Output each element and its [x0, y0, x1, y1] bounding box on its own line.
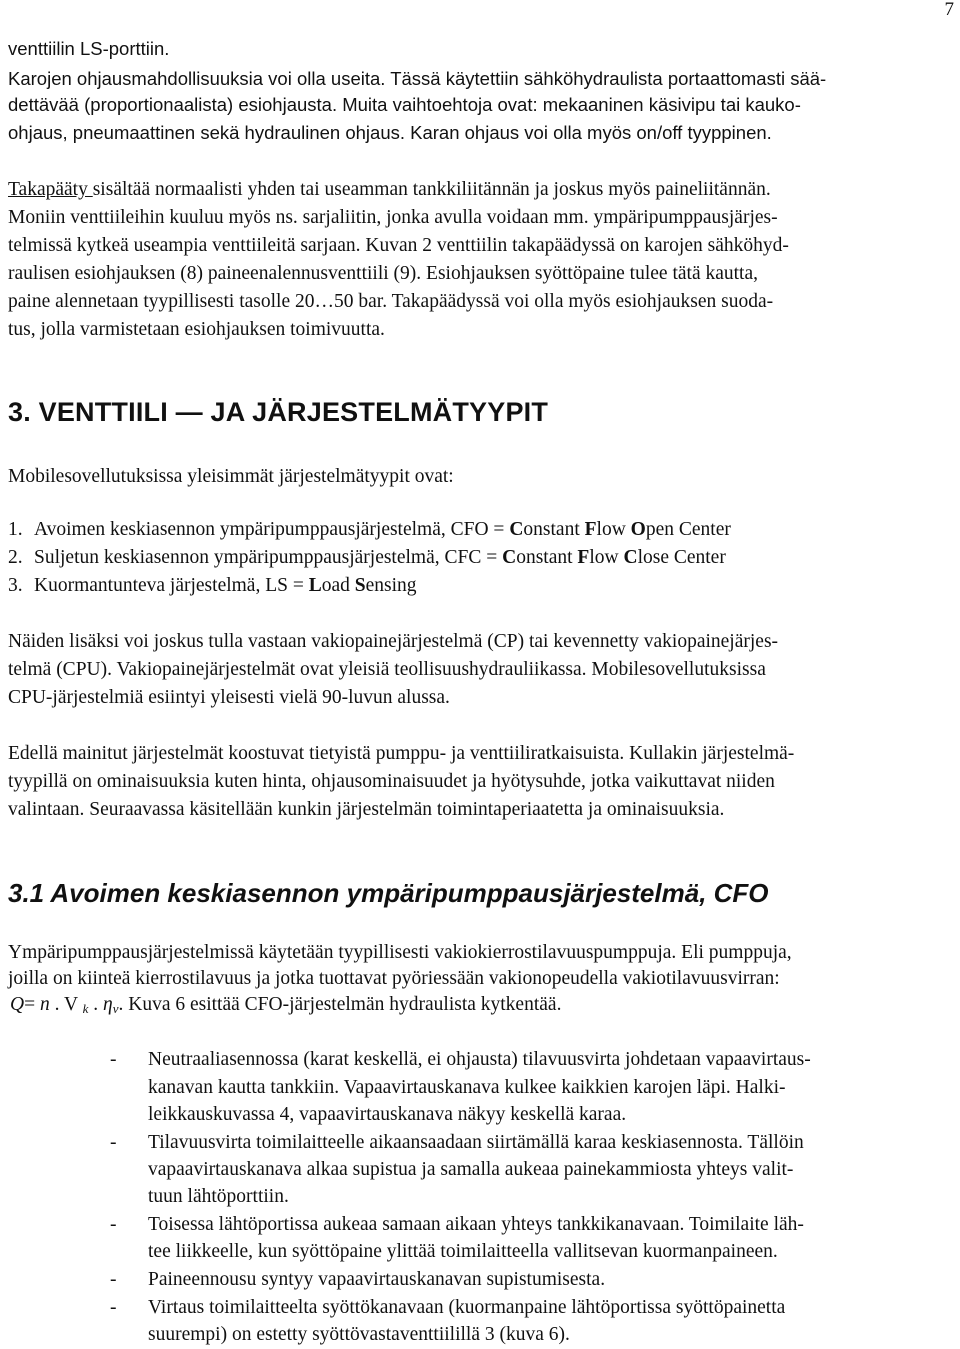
takapaaty-line: paine alennetaan tyypillisesti tasolle 20…50 bar. Takapäädyssä voi olla myös esiohjauksen suoda-	[8, 291, 774, 312]
bullet-line: Virtaus toimilaitteelta syöttökanavaan (kuormanpaine lähtöportissa syöttöpainetta	[148, 1297, 786, 1318]
section-3-heading: 3. VENTTIILI — JA JÄRJESTELMÄTYYPIT	[8, 397, 549, 427]
paragraph-line: telmä (CPU). Vakiopainejärjestelmät ovat yleisiä teollisuushydrauliikassa. Mobilesovellutuksissa	[8, 659, 766, 680]
list-number: 1.	[8, 519, 23, 540]
acronym-letter: C	[502, 547, 517, 568]
formula-k: k	[82, 1001, 89, 1016]
formula-v: v	[112, 1001, 119, 1016]
intro-line: venttiilin LS-porttiin.	[8, 38, 170, 59]
bullet-line: Paineennousu syntyy vapaavirtauskanavan supistumisesta.	[148, 1269, 606, 1290]
formula-n: n	[39, 994, 50, 1015]
acronym-rest: oad	[321, 575, 355, 596]
acronym-letter: C	[623, 547, 638, 568]
paragraph-line: valintaan. Seuraavassa käsitellään kunkin järjestelmän toimintaperiaatetta ja ominaisuuksia.	[8, 799, 725, 820]
list-text: Kuormantunteva järjestelmä, LS =	[34, 575, 309, 596]
bullet-dash: -	[110, 1049, 117, 1070]
bullet-line: tee liikkeelle, kun syöttöpaine ylittää toimilaitteella vallitsevan kuormanpaineen.	[148, 1241, 778, 1262]
acronym-rest: low	[596, 519, 631, 540]
formula-rest: . Kuva 6 esittää CFO-järjestelmän hydraulista kytkentää.	[118, 994, 562, 1015]
intro-line: Karojen ohjausmahdollisuuksia voi olla useita. Tässä käytettiin sähköhydraulista portaattomasti sää-	[8, 68, 827, 89]
list-number: 2.	[8, 547, 23, 568]
paragraph-line: Edellä mainitut järjestelmät koostuvat tietyistä pumppu- ja venttiiliratkaisuista. Kullakin järjestelmä-	[8, 743, 795, 764]
bullet-dash: -	[110, 1297, 117, 1318]
takapaaty-first-rest: sisältää normaalisti yhden tai useamman tankkiliitännän ja joskus myös paineliitännän.	[92, 179, 771, 200]
acronym-rest: lose Center	[637, 547, 726, 568]
takapaaty-line: telmissä kytkeä useampia venttiileitä sarjaan. Kuvan 2 venttiilin takapäädyssä on karojen sähköhyd-	[8, 235, 789, 256]
takapaaty-line: Moniin venttiileihin kuuluu myös ns. sarjaliitin, jonka avulla voidaan mm. ympäripumppausjärjes-	[8, 207, 778, 228]
acronym-rest: onstant	[523, 519, 585, 540]
formula-eta: η	[103, 994, 113, 1015]
section-3-intro: Mobilesovellutuksissa yleisimmät järjestelmätyypit ovat:	[8, 466, 454, 487]
intro-line: dettävää (proportionaalista) esiohjausta. Muita vaihtoehtoja ovat: mekaaninen käsivipu tai kauko-	[8, 94, 801, 115]
bullet-line: Toisessa lähtöportissa aukeaa samaan aikaan yhteys tankkikanavaan. Toimilaite läh-	[148, 1214, 804, 1235]
bullet-line: tuun lähtöporttiin.	[148, 1186, 289, 1207]
intro-line: ohjaus, pneumaattinen sekä hydraulinen ohjaus. Karan ohjaus voi olla myös on/off tyyppinen.	[8, 122, 772, 143]
flow-formula	[10, 993, 561, 1021]
paragraph-line: Ympäripumppausjärjestelmissä käytetään tyypillisesti vakiokierrostilavuuspumppuja. Eli pumppuja,	[8, 942, 792, 963]
formula-eq: =	[24, 994, 40, 1015]
bullet-dash: -	[110, 1214, 117, 1235]
bullet-line: Tilavuusvirta toimilaitteelle aikaansaadaan siirtämällä karaa keskiasennosta. Tällöin	[148, 1132, 804, 1153]
system-type-item	[8, 546, 726, 570]
acronym-rest: low	[589, 547, 624, 568]
bullet-line: kanavan kautta tankkiin. Vapaavirtauskanava kulkee kaikkien karojen läpi. Halki-	[148, 1077, 786, 1098]
section-3-1-heading: 3.1 Avoimen keskiasennon ympäripumppausjärjestelmä, CFO	[8, 878, 769, 908]
formula-dot: . V	[49, 994, 83, 1015]
acronym-letter: C	[509, 519, 524, 540]
paragraph-line: CPU-järjestelmiä esiintyi yleisesti vielä 90-luvun alussa.	[8, 687, 450, 708]
bullet-dash: -	[110, 1269, 117, 1290]
formula-dot: .	[88, 994, 104, 1015]
bullet-line: leikkauskuvassa 4, vapaavirtauskanava näkyy keskellä karaa.	[148, 1104, 627, 1125]
system-type-item	[8, 574, 417, 598]
bullet-dash: -	[110, 1132, 117, 1153]
system-type-item	[8, 518, 731, 542]
list-text: Avoimen keskiasennon ympäripumppausjärjestelmä, CFO =	[34, 519, 510, 540]
takapaaty-line: raulisen esiohjauksen (8) paineenalennusventtiili (9). Esiohjauksen syöttöpaine tulee tätä kautta,	[8, 263, 758, 284]
takapaaty-line	[8, 178, 771, 202]
formula-q: Q	[10, 994, 25, 1015]
paragraph-line: Näiden lisäksi voi joskus tulla vastaan vakiopainejärjestelmä (CP) tai kevennetty vakiopainejärjes-	[8, 631, 779, 652]
bullet-line: vapaavirtauskanava alkaa supistua ja samalla aukeaa painekammiosta yhteys valit-	[148, 1159, 794, 1180]
acronym-rest: ensing	[365, 575, 417, 596]
acronym-letter: L	[308, 575, 322, 596]
acronym-letter: F	[577, 547, 590, 568]
paragraph-line: tyypillä on ominaisuuksia kuten hinta, ohjausominaisuudet ja hyötysuhde, jotka vaikuttavat niiden	[8, 771, 775, 792]
acronym-letter: S	[354, 575, 366, 596]
acronym-letter: O	[630, 519, 646, 540]
acronym-rest: pen Center	[645, 519, 731, 540]
acronym-rest: onstant	[516, 547, 578, 568]
list-text: Suljetun keskiasennon ympäripumppausjärjestelmä, CFC =	[34, 547, 503, 568]
page-number: 7	[944, 0, 954, 20]
list-number: 3.	[8, 575, 23, 596]
takapaaty-term: Takapääty	[8, 179, 93, 200]
paragraph-line: joilla on kiinteä kierrostilavuus ja jotka tuottavat pyöriessään vakionopeudella vakiotilavuusvirran:	[8, 968, 780, 989]
acronym-letter: F	[584, 519, 597, 540]
bullet-line: Neutraaliasennossa (karat keskellä, ei ohjausta) tilavuusvirta johdetaan vapaavirtaus-	[148, 1049, 811, 1070]
takapaaty-line: tus, jolla varmistetaan esiohjauksen toimivuutta.	[8, 319, 385, 340]
bullet-line: suurempi) on estetty syöttövastaventtiilillä 3 (kuva 6).	[148, 1324, 570, 1345]
